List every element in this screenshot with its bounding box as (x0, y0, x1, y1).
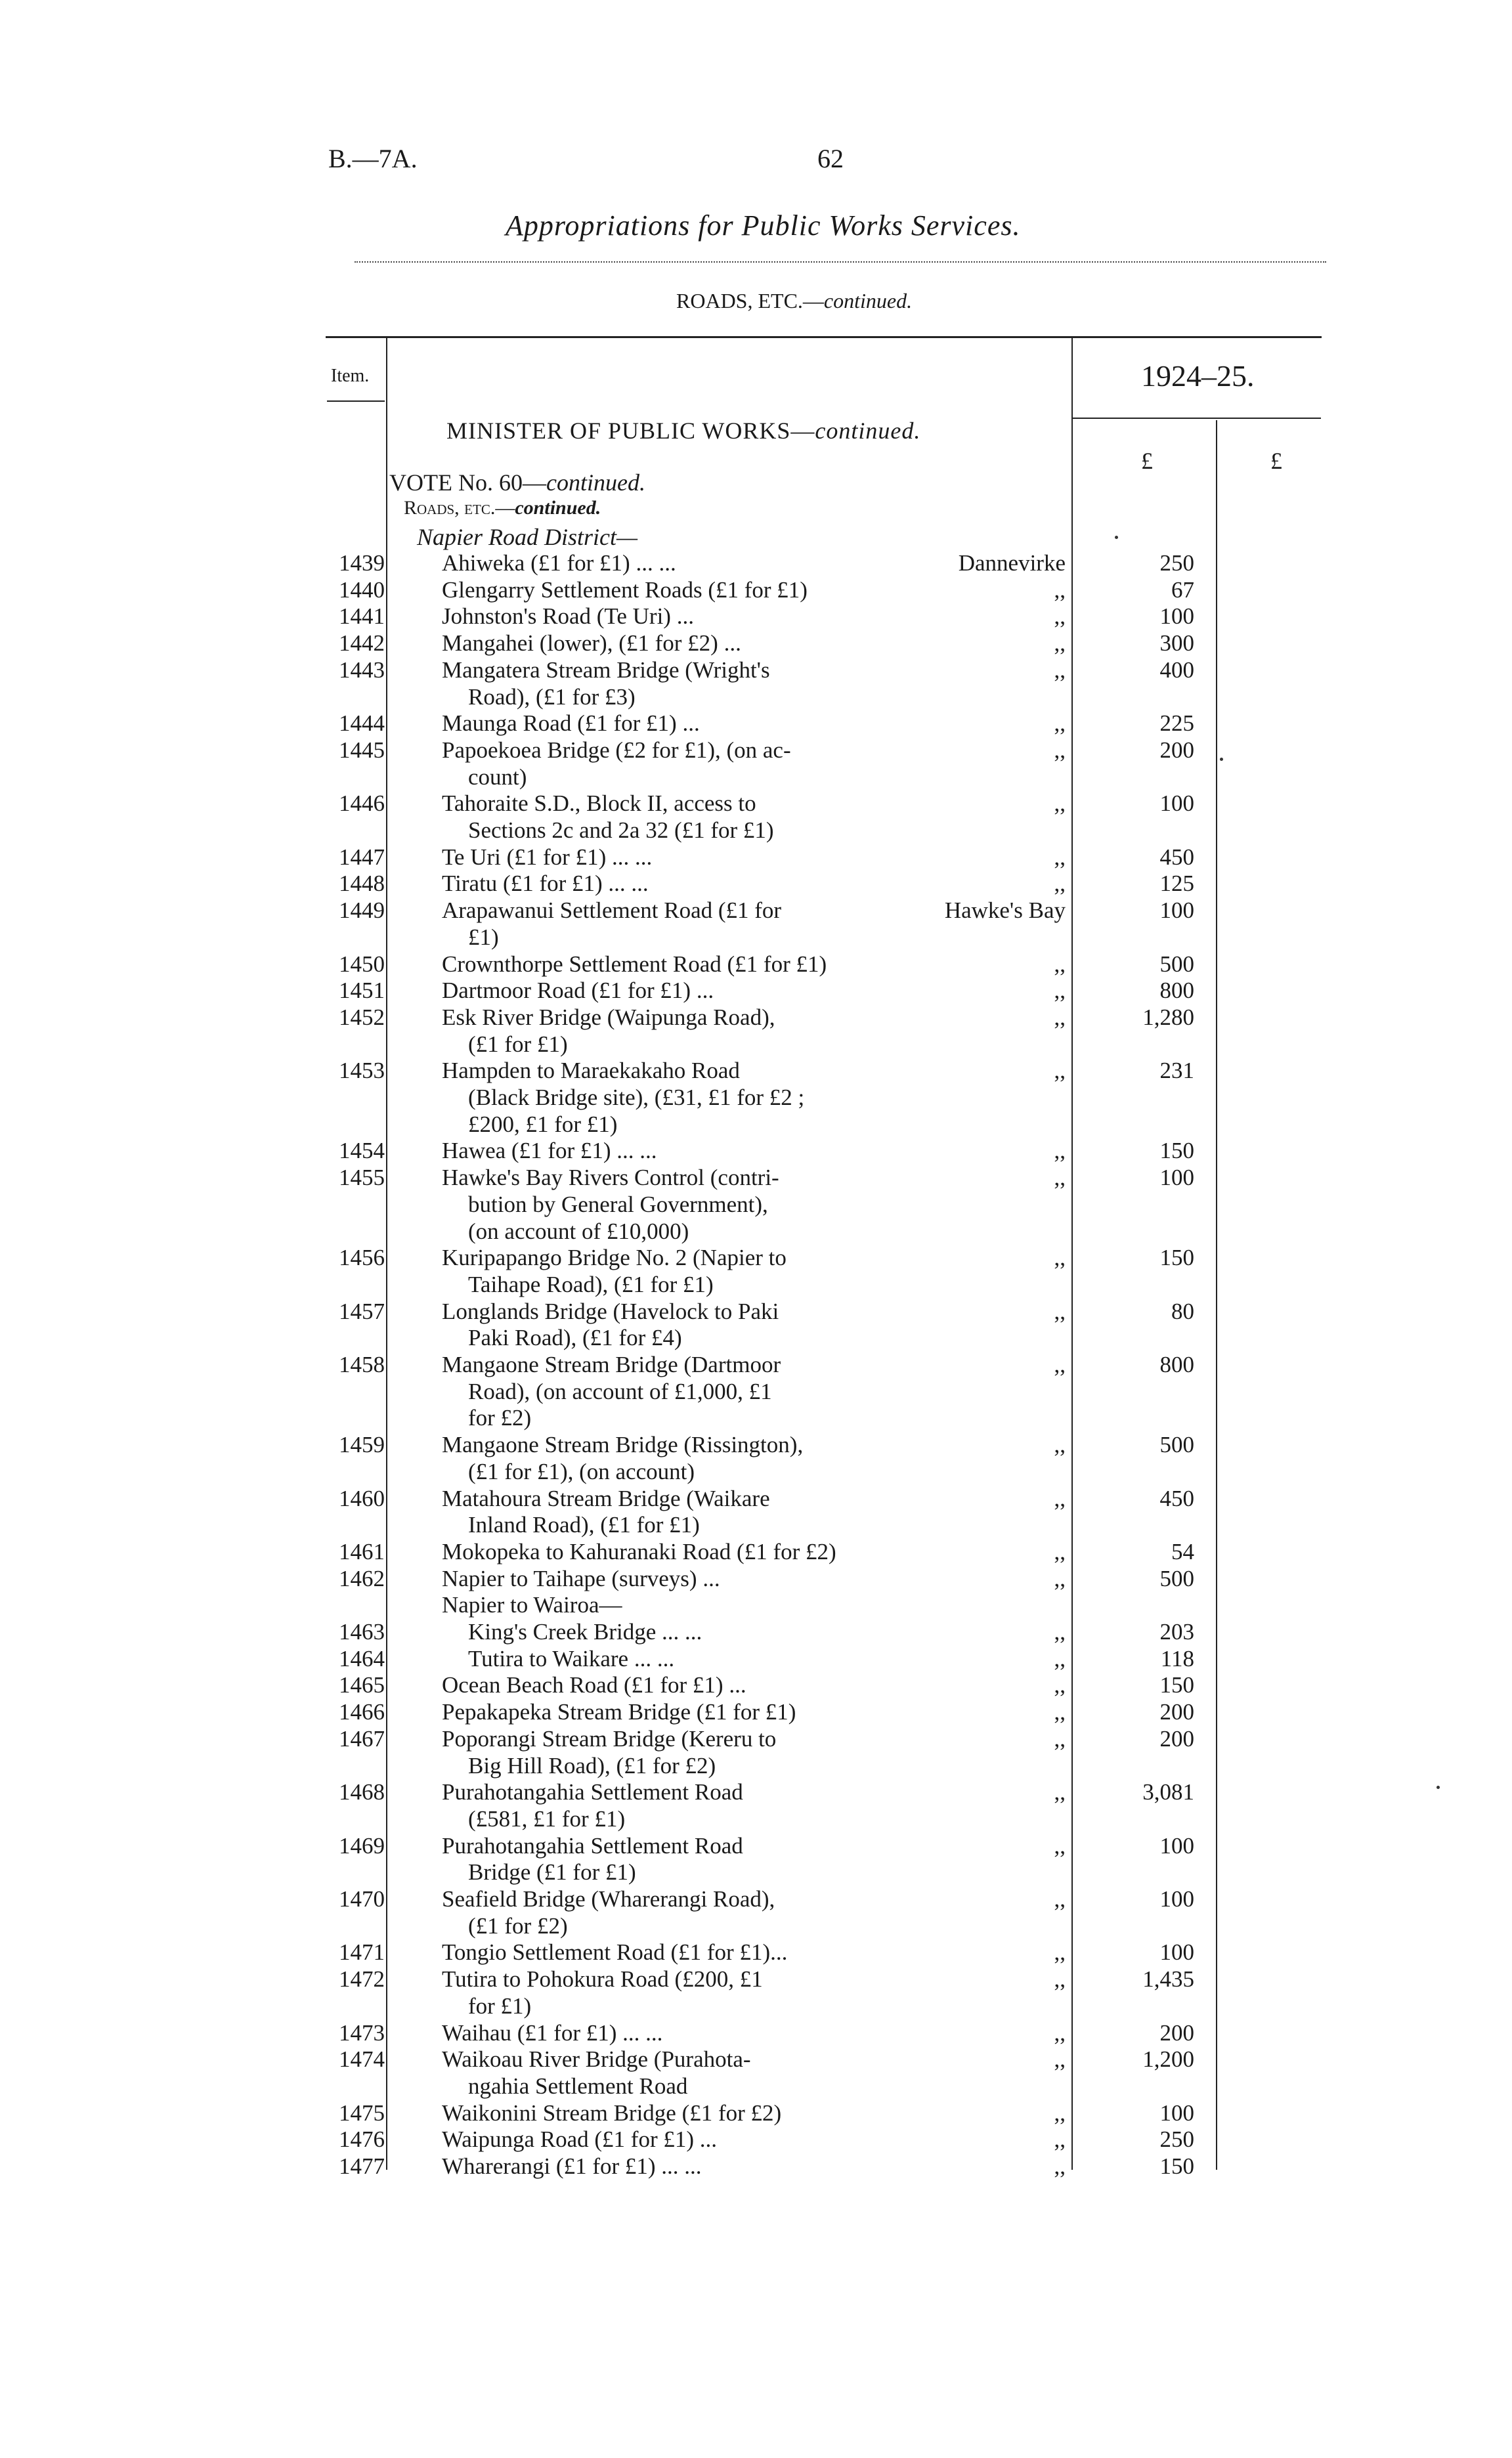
amount-cell: 150 (1159, 2153, 1194, 2179)
item-number: 1456 (339, 1245, 385, 1271)
description-line: Tahoraite S.D., Block II, access to (442, 790, 756, 817)
item-number: 1446 (339, 790, 385, 817)
roads-main: Roads, etc.— (404, 497, 515, 519)
district-cell: ,, (1054, 1245, 1066, 1271)
description-line: Hawea (£1 for £1) ... ... (442, 1138, 657, 1164)
item-number: 1461 (339, 1538, 385, 1564)
description-line: Crownthorpe Settlement Road (£1 for £1) (442, 951, 827, 977)
item-description (442, 2153, 921, 2180)
district-cell: ,, (1054, 1432, 1066, 1458)
item-description (442, 844, 921, 871)
item-number: 1474 (339, 2046, 385, 2073)
description-line: Mangaone Stream Bridge (Rissington), (442, 1432, 804, 1458)
item-number: 1458 (339, 1352, 385, 1377)
item-description (442, 1432, 921, 1485)
item-number: 1463 (339, 1619, 385, 1645)
description-line: count) (468, 764, 527, 790)
description-line: £1) (468, 924, 499, 950)
description-line: Wharerangi (£1 for £1) ... ... (442, 2153, 702, 2179)
description-line: Maunga Road (£1 for £1) ... (442, 710, 700, 737)
amount-cell: 300 (1159, 630, 1194, 657)
district-cell: Dannevirke (958, 550, 1066, 576)
description-line: Waihau (£1 for £1) ... ... (442, 2019, 663, 2046)
item-description (442, 1058, 921, 1138)
district-cell: ,, (1054, 603, 1066, 630)
district-cell: Hawke's Bay (944, 897, 1066, 924)
item-number: 1439 (339, 550, 385, 576)
district-cell: ,, (1054, 1485, 1066, 1511)
item-description (442, 1699, 921, 1726)
district-heading: Napier Road District— (417, 524, 638, 550)
amount-cell: 3,081 (1142, 1779, 1194, 1805)
description-line: (£1 for £2) (468, 1912, 568, 1939)
district-cell: ,, (1054, 1672, 1066, 1698)
vote-continued: continued. (546, 469, 645, 496)
amount-cell: 150 (1159, 1245, 1194, 1271)
description-line: ngahia Settlement Road (468, 2073, 688, 2099)
minister-main: MINISTER OF PUBLIC WORKS— (446, 418, 815, 444)
item-description (442, 710, 921, 737)
item-description (442, 2046, 921, 2100)
amount-cell: 150 (1159, 1672, 1194, 1698)
description-line: Hawke's Bay Rivers Control (contri- (442, 1165, 779, 1191)
item-description (442, 1779, 921, 1832)
district-cell: ,, (1054, 1886, 1066, 1912)
item-number: 1471 (339, 1939, 385, 1966)
district-cell: ,, (1054, 1298, 1066, 1324)
amount-cell: 200 (1159, 1725, 1194, 1752)
item-description (442, 1966, 921, 2019)
amount-cell: 100 (1159, 897, 1194, 924)
subtitle-main: ROADS, ETC.— (676, 289, 824, 313)
description-line: King's Creek Bridge ... ... (468, 1619, 702, 1645)
item-number: 1457 (339, 1298, 385, 1324)
amount-cell: 150 (1159, 1138, 1194, 1164)
item-description (442, 1646, 921, 1673)
description-line: (Black Bridge site), (£31, £1 for £2 ; (468, 1085, 805, 1110)
district-cell: ,, (1054, 710, 1066, 737)
item-description (442, 951, 921, 978)
district-cell: ,, (1054, 1058, 1066, 1084)
description-line: Seafield Bridge (Wharerangi Road), (442, 1886, 775, 1912)
item-description (442, 2100, 921, 2127)
district-cell: ,, (1054, 1966, 1066, 1993)
item-description (442, 1939, 921, 1966)
district-cell: ,, (1054, 2100, 1066, 2126)
currency-label-2: £ (1270, 448, 1282, 474)
item-description (442, 630, 921, 657)
amount-cell: 200 (1159, 1699, 1194, 1725)
description-line: Glengarry Settlement Roads (£1 for £1) (442, 576, 808, 603)
amount-cell: 1,200 (1142, 2046, 1194, 2073)
amount-cell: 100 (1159, 1886, 1194, 1912)
item-description (442, 1245, 921, 1298)
item-number: 1450 (339, 951, 385, 977)
currency-label-1: £ (1141, 448, 1153, 474)
description-line: Mangatera Stream Bridge (Wright's (442, 657, 770, 683)
district-cell: ,, (1054, 2153, 1066, 2179)
district-cell: ,, (1054, 1725, 1066, 1752)
description-line: Big Hill Road), (£1 for £2) (468, 1752, 716, 1779)
item-description (442, 1619, 921, 1646)
description-line: Tongio Settlement Road (£1 for £1)... (442, 1939, 788, 1966)
item-number: 1469 (339, 1832, 385, 1859)
item-description (442, 2126, 921, 2153)
district-cell: ,, (1054, 630, 1066, 657)
item-number: 1455 (339, 1165, 385, 1191)
district-cell: ,, (1054, 1779, 1066, 1805)
item-description (442, 1566, 921, 1593)
item-number: 1441 (339, 603, 385, 630)
district-cell: ,, (1054, 790, 1066, 817)
item-description (442, 1004, 921, 1058)
item-description (442, 978, 921, 1004)
description-line: Road), (on account of £1,000, £1 (468, 1378, 772, 1404)
amount-cell: 1,280 (1142, 1004, 1194, 1030)
description-line: Tutira to Waikare ... ... (468, 1645, 675, 1671)
description-line: (£581, £1 for £1) (468, 1805, 626, 1832)
amount-cell: 203 (1159, 1619, 1194, 1645)
item-description (442, 897, 921, 951)
description-line: Pepakapeka Stream Bridge (£1 for £1) (442, 1699, 796, 1725)
amount-cell: 400 (1159, 657, 1194, 683)
item-description (442, 1672, 921, 1699)
item-number: 1454 (339, 1138, 385, 1164)
district-cell: ,, (1054, 1619, 1066, 1645)
item-description (442, 603, 921, 630)
description-line: Tiratu (£1 for £1) ... ... (442, 871, 649, 897)
amount-cell: 231 (1159, 1058, 1194, 1084)
item-description (442, 737, 921, 790)
description-line: bution by General Government), (468, 1191, 768, 1217)
item-description (442, 550, 921, 577)
amount-cell: 500 (1159, 951, 1194, 977)
description-line: Poporangi Stream Bridge (Kereru to (442, 1725, 777, 1752)
item-number: 1476 (339, 2126, 385, 2153)
district-cell: ,, (1054, 1138, 1066, 1164)
description-line: £200, £1 for £1) (468, 1111, 618, 1137)
amount-cell: 100 (1159, 603, 1194, 630)
description-line: Esk River Bridge (Waipunga Road), (442, 1004, 775, 1030)
item-description (442, 2020, 921, 2047)
district-cell: ,, (1054, 978, 1066, 1004)
amount-cell: 100 (1159, 1165, 1194, 1191)
item-number: 1462 (339, 1565, 385, 1591)
item-description (442, 1352, 921, 1432)
item-number: 1467 (339, 1725, 385, 1752)
description-line: Dartmoor Road (£1 for £1) ... (442, 978, 714, 1004)
item-number: 1445 (339, 737, 385, 763)
district-cell: ,, (1054, 844, 1066, 870)
item-number: 1460 (339, 1485, 385, 1511)
district-cell: ,, (1054, 1004, 1066, 1030)
description-line: (£1 for £1), (on account) (468, 1458, 695, 1484)
description-line: Mokopeka to Kahuranaki Road (£1 for £2) (442, 1538, 836, 1564)
district-cell: ,, (1054, 1352, 1066, 1377)
description-line: Waipunga Road (£1 for £1) ... (442, 2126, 718, 2153)
district-cell: ,, (1054, 2126, 1066, 2153)
item-description (442, 1486, 921, 1539)
item-description (442, 1726, 921, 1779)
district-cell: ,, (1054, 657, 1066, 683)
amount-cell: 125 (1159, 871, 1194, 897)
item-description (442, 1165, 921, 1245)
item-description (442, 657, 921, 710)
subheading-napier-wairoa: Napier to Wairoa— (442, 1592, 622, 1618)
description-line: for £2) (468, 1405, 532, 1431)
item-description (442, 790, 921, 844)
district-cell: ,, (1054, 737, 1066, 763)
amount-cell: 67 (1171, 576, 1194, 603)
description-line: Purahotangahia Settlement Road (442, 1779, 743, 1805)
item-description (442, 1539, 921, 1566)
district-cell: ,, (1054, 1699, 1066, 1725)
description-line: (£1 for £1) (468, 1031, 568, 1057)
amount-cell: 500 (1159, 1432, 1194, 1458)
item-number: 1464 (339, 1645, 385, 1671)
description-line: for £1) (468, 1993, 532, 2019)
amount-cell: 100 (1159, 790, 1194, 817)
amount-cell: 100 (1159, 1939, 1194, 1966)
item-number: 1459 (339, 1432, 385, 1458)
amount-cell: 250 (1159, 550, 1194, 576)
amount-cell: 200 (1159, 2019, 1194, 2046)
item-description (442, 577, 921, 604)
amount-cell: 225 (1159, 710, 1194, 737)
district-cell: ,, (1054, 951, 1066, 977)
amount-cell: 118 (1160, 1645, 1194, 1671)
item-number: 1448 (339, 871, 385, 897)
description-line: Inland Road), (£1 for £1) (468, 1512, 700, 1538)
description-line: Papoekoea Bridge (£2 for £1), (on ac- (442, 737, 791, 763)
page-title: Appropriations for Public Works Services. (506, 209, 1021, 242)
year-column-header: 1924–25. (1141, 359, 1255, 393)
district-cell: ,, (1054, 1565, 1066, 1591)
amount-cell: 80 (1171, 1298, 1194, 1324)
description-line: Purahotangahia Settlement Road (442, 1832, 743, 1859)
description-line: Bridge (£1 for £1) (468, 1859, 636, 1886)
item-number: 1473 (339, 2019, 385, 2046)
amount-cell: 100 (1159, 2100, 1194, 2126)
description-line: Arapawanui Settlement Road (£1 for (442, 897, 782, 924)
item-number: 1444 (339, 710, 385, 737)
item-number: 1453 (339, 1058, 385, 1084)
description-line: Hampden to Maraekakaho Road (442, 1058, 740, 1084)
item-description (442, 871, 921, 897)
description-line: Ocean Beach Road (£1 for £1) ... (442, 1672, 746, 1698)
item-number: 1477 (339, 2153, 385, 2179)
description-line: Waikoau River Bridge (Purahota- (442, 2046, 751, 2073)
description-line: Longlands Bridge (Havelock to Paki (442, 1298, 779, 1324)
amount-cell: 250 (1159, 2126, 1194, 2153)
amount-cell: 100 (1159, 1832, 1194, 1859)
description-line: Paki Road), (£1 for £4) (468, 1325, 682, 1351)
description-line: Tutira to Pohokura Road (£200, £1 (442, 1966, 763, 1993)
district-cell: ,, (1054, 871, 1066, 897)
item-description (442, 1886, 921, 1939)
description-line: Kuripapango Bridge No. 2 (Napier to (442, 1245, 787, 1271)
item-column-header: Item. (331, 366, 370, 386)
minister-continued: continued. (815, 418, 921, 444)
description-line: Johnston's Road (Te Uri) ... (442, 603, 694, 630)
district-cell: ,, (1054, 1832, 1066, 1859)
description-line: Taihape Road), (£1 for £1) (468, 1271, 714, 1297)
description-line: Waikonini Stream Bridge (£1 for £2) (442, 2100, 782, 2126)
district-cell: ,, (1054, 1645, 1066, 1671)
district-cell: ,, (1054, 2046, 1066, 2073)
description-line: Te Uri (£1 for £1) ... ... (442, 844, 653, 870)
item-number: 1468 (339, 1779, 385, 1805)
amount-cell: 450 (1159, 844, 1194, 870)
subtitle-continued: continued. (823, 289, 913, 313)
amount-cell: 1,435 (1142, 1966, 1194, 1993)
item-number: 1451 (339, 978, 385, 1004)
description-line: Road), (£1 for £3) (468, 683, 636, 710)
document-reference: B.—7A. (328, 144, 418, 173)
amount-cell: 500 (1159, 1565, 1194, 1591)
item-number: 1475 (339, 2100, 385, 2126)
amount-cell: 800 (1159, 978, 1194, 1004)
item-description (442, 1833, 921, 1886)
description-line: Napier to Taihape (surveys) ... (442, 1565, 720, 1591)
item-number: 1465 (339, 1672, 385, 1698)
amount-cell: 54 (1171, 1538, 1194, 1564)
item-number: 1442 (339, 630, 385, 657)
item-number: 1440 (339, 576, 385, 603)
description-line: (on account of £10,000) (468, 1218, 689, 1244)
description-line: Mangaone Stream Bridge (Dartmoor (442, 1352, 781, 1377)
district-cell: ,, (1054, 1939, 1066, 1966)
item-description (442, 1299, 921, 1352)
item-number: 1449 (339, 897, 385, 924)
district-cell: ,, (1054, 1165, 1066, 1191)
amount-cell: 200 (1159, 737, 1194, 763)
roads-continued: continued. (515, 497, 601, 519)
page-number: 62 (817, 144, 844, 173)
item-description (442, 1138, 921, 1165)
amount-cell: 450 (1159, 1485, 1194, 1511)
item-number: 1470 (339, 1886, 385, 1912)
description-line: Sections 2c and 2a 32 (£1 for £1) (468, 817, 774, 843)
item-number: 1447 (339, 844, 385, 870)
district-cell: ,, (1054, 1538, 1066, 1564)
description-line: Matahoura Stream Bridge (Waikare (442, 1485, 770, 1511)
amount-cell: 800 (1159, 1352, 1194, 1377)
description-line: Ahiweka (£1 for £1) ... ... (442, 550, 676, 576)
item-number: 1452 (339, 1004, 385, 1030)
district-cell: ,, (1054, 576, 1066, 603)
item-number: 1472 (339, 1966, 385, 1993)
district-cell: ,, (1054, 2019, 1066, 2046)
item-number: 1466 (339, 1699, 385, 1725)
description-line: Mangahei (lower), (£1 for £2) ... (442, 630, 741, 657)
item-number: 1443 (339, 657, 385, 683)
vote-main: VOTE No. 60— (389, 469, 546, 496)
